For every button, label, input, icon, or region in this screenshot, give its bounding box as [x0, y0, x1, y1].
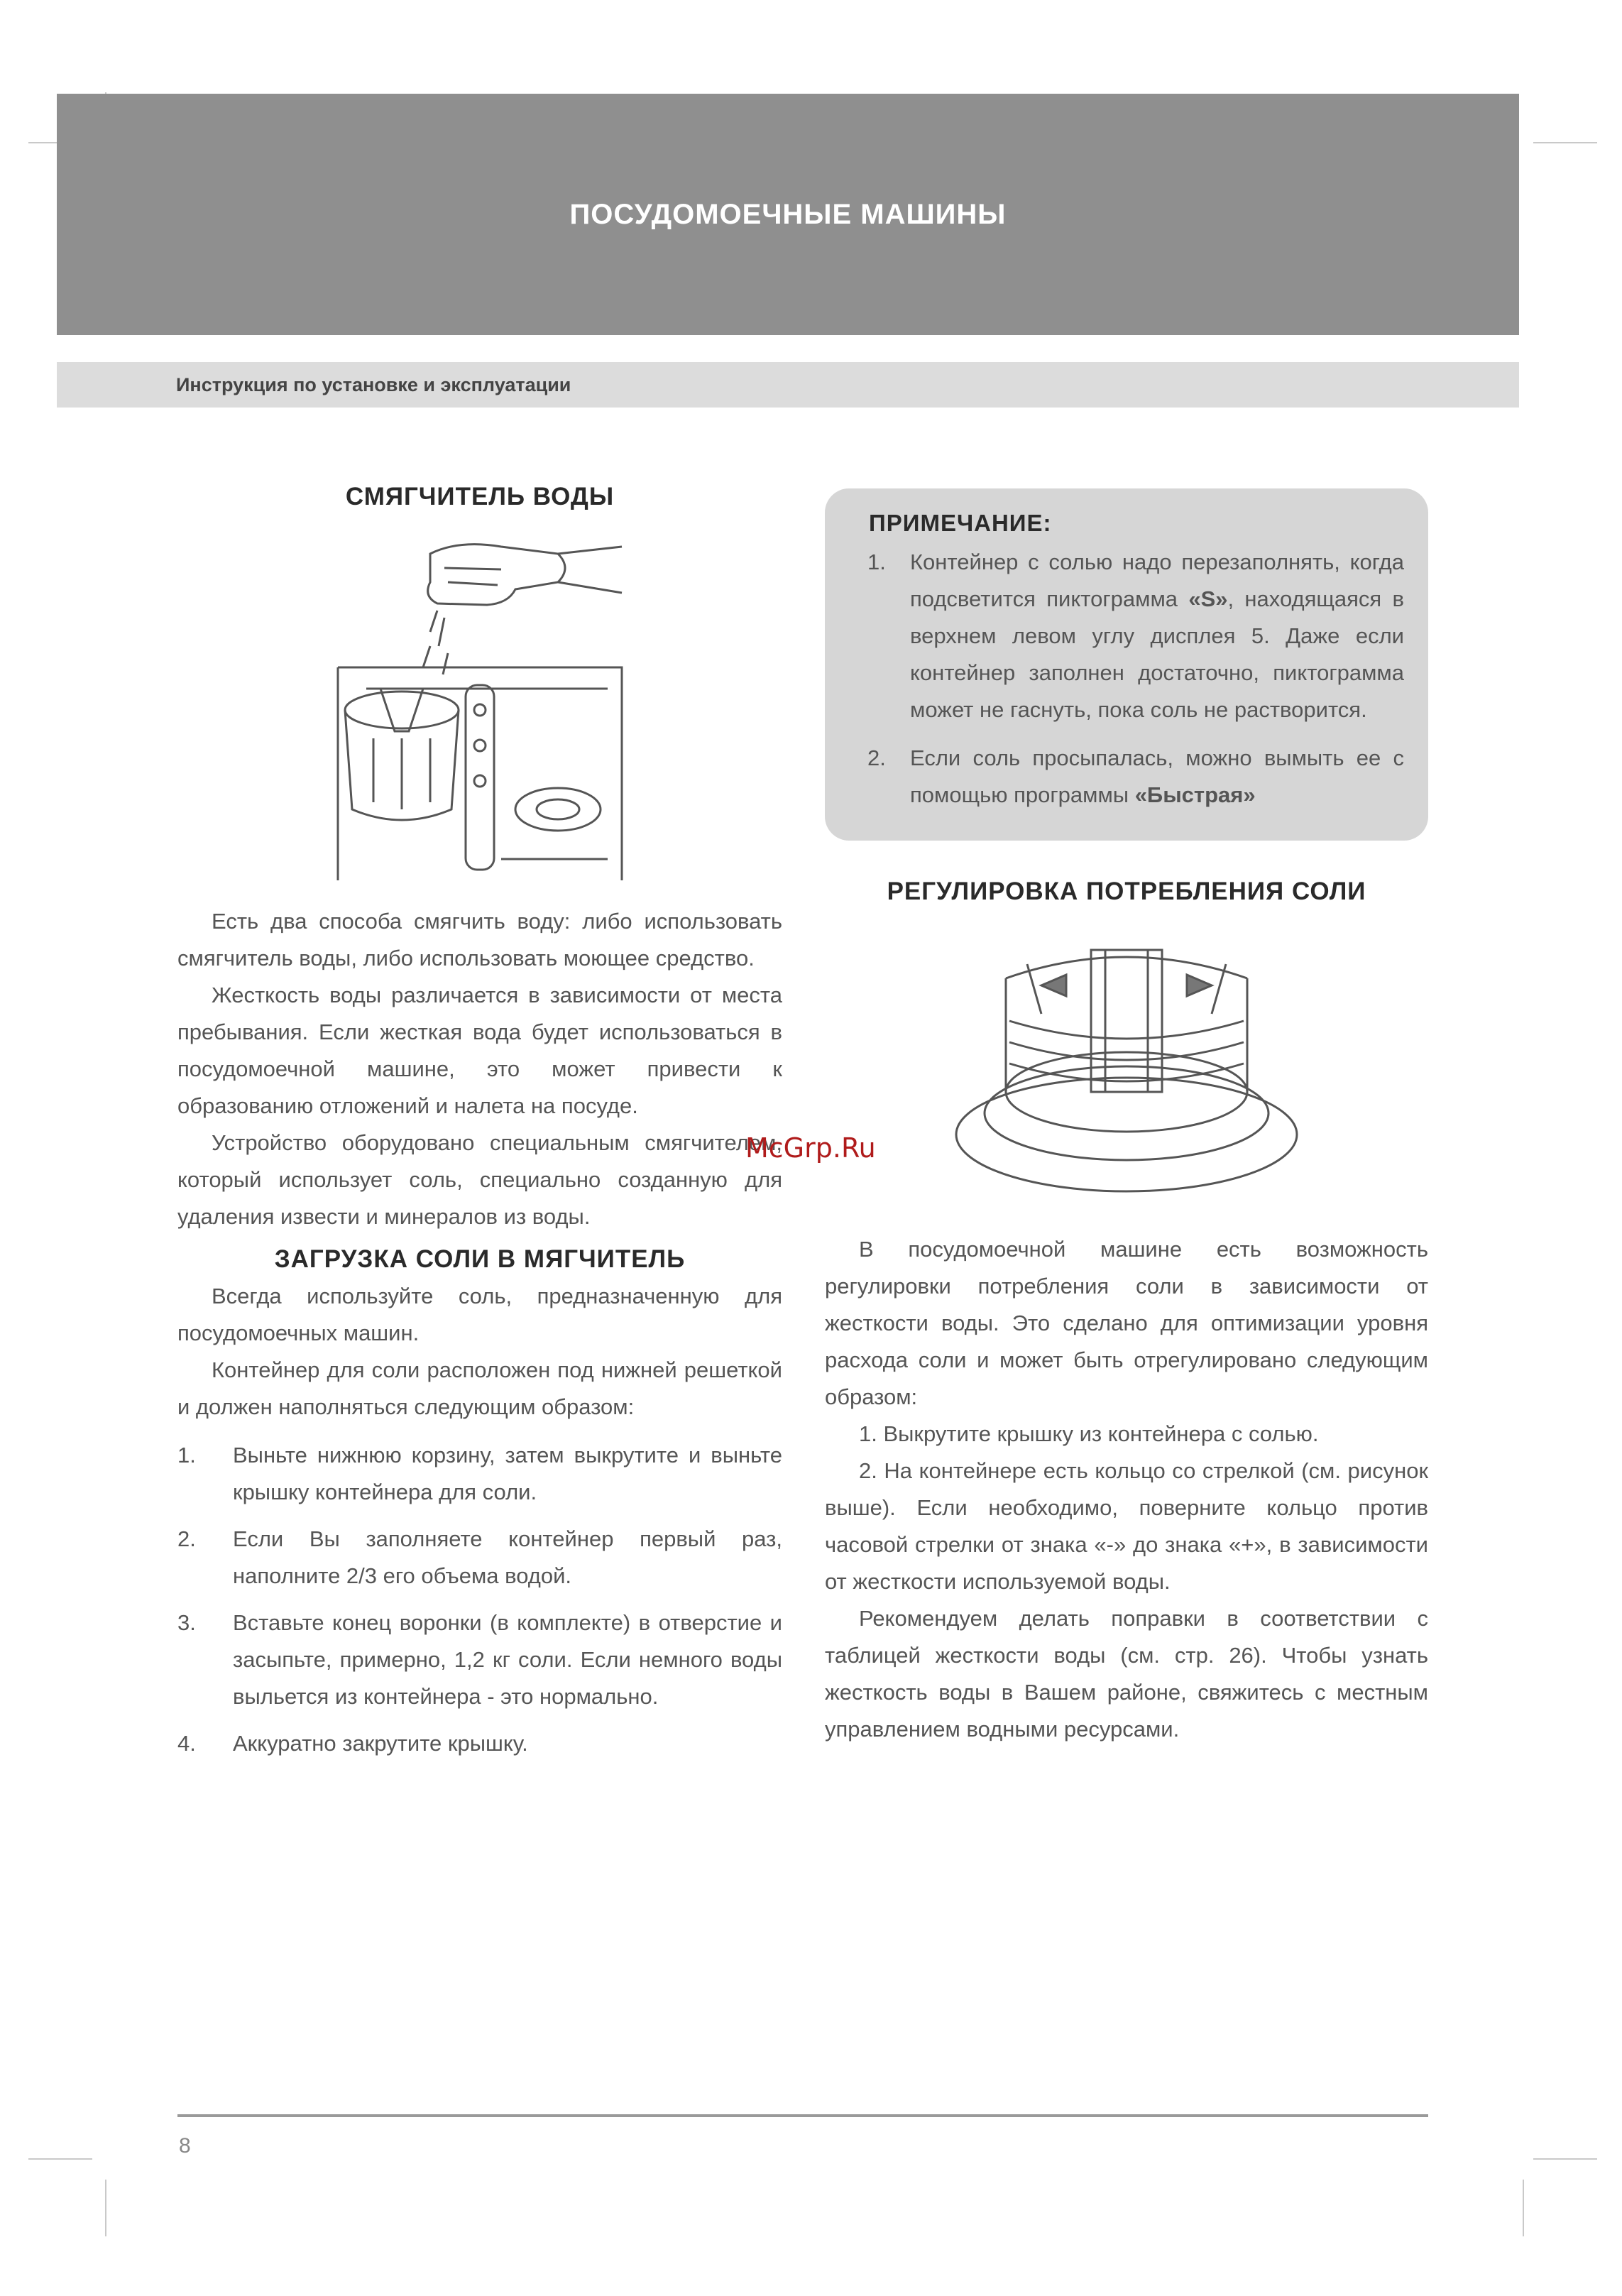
note-text — [910, 544, 1404, 728]
paragraph: 1. Выкрутите крышку из контейнера с солью. — [859, 1421, 1319, 1446]
list-number: 3. — [177, 1610, 196, 1635]
section-heading-salt-regulation: РЕГУЛИРОВКА ПОТРЕБЛЕНИЯ СОЛИ — [887, 878, 1366, 905]
header-banner — [57, 94, 1519, 335]
crop-mark — [105, 2180, 106, 2236]
paragraph: В посудомоечной машине есть возможность регулировки потребления соли в зависимости от жесткости воды. Это сделано для оптимизации уровня расхода соли и может быть отрегулировано следующим образом: — [825, 1237, 1428, 1409]
note-text-part: Контейнер с солью надо перезаполнять, когда подсветится пиктограмма — [910, 550, 1404, 611]
list-number: 1. — [177, 1443, 196, 1467]
paragraph: Устройство оборудовано специальным смягчителем, который использует соль, специально созданную для удаления извести и минералов из воды. — [177, 1130, 782, 1229]
note-text — [910, 740, 1404, 814]
watermark: McGrp.Ru — [745, 1132, 876, 1164]
note-box — [825, 488, 1428, 841]
page-title: ПОСУДОМОЕЧНЫЕ МАШИНЫ — [569, 198, 1007, 230]
note-bold-text: «S» — [1188, 586, 1228, 611]
crop-mark — [1533, 2158, 1597, 2160]
paragraph: 2. На контейнере есть кольцо со стрелкой (см. рисунок выше). Если необходимо, поверните кольцо против часовой стрелки от знака «-» до знака «+», в зависимости от жесткости используемой воды. — [825, 1458, 1428, 1594]
subtitle-bar — [57, 362, 1519, 408]
paragraph: Жесткость воды различается в зависимости от места пребывания. Если жесткая вода будет использоваться в посудомоечной машине, это может привести к образованию отложений и налета на посуде. — [177, 983, 782, 1118]
left-column — [177, 483, 782, 1762]
crop-mark — [28, 2158, 92, 2160]
list-item — [177, 1437, 782, 1511]
list-number: 1. — [867, 550, 886, 574]
list-text: Если Вы заполняете контейнер первый раз, наполните 2/3 его объема водой. — [233, 1526, 782, 1588]
note-text-part: Если соль просыпалась, можно вымыть ее с помощью программы — [910, 745, 1404, 807]
note-bold-text: «Быстрая» — [1134, 782, 1256, 807]
paragraph: Рекомендуем делать поправки в соответствии с таблицей жесткости воды (см. стр. 26). Чтобы узнать жесткость воды в Вашем районе, свяжитесь с местным управлением водными ресурсами. — [825, 1606, 1428, 1742]
softener-illustration — [324, 525, 636, 895]
list-number: 2. — [177, 1526, 196, 1551]
crop-mark — [1523, 2180, 1524, 2236]
note-text-part: , находящаяся в верхнем левом углу дисплея 5. Даже если контейнер заполнен достаточно, пиктограмма может не гаснуть, пока соль не растворится. — [910, 586, 1404, 722]
paragraph: Контейнер для соли расположен под нижней решеткой и должен наполняться следующим образом: — [177, 1357, 782, 1419]
paragraph: Есть два способа смягчить воду: либо использовать смягчитель воды, либо использовать моющее средство. — [177, 909, 782, 971]
section-heading-softener: СМЯГЧИТЕЛЬ ВОДЫ — [345, 483, 615, 510]
page-subtitle: Инструкция по установке и эксплуатации — [176, 373, 571, 395]
footer-divider — [177, 2114, 1428, 2117]
salt-container-ring-illustration — [942, 922, 1311, 1206]
page-number: 8 — [179, 2134, 191, 2158]
paragraph: Всегда используйте соль, предназначенную для посудомоечных машин. — [177, 1284, 782, 1345]
list-item — [177, 1605, 782, 1715]
list-text: Аккуратно закрутите крышку. — [233, 1731, 528, 1756]
list-text: Выньте нижнюю корзину, затем выкрутите и выньте крышку контейнера для соли. — [233, 1443, 782, 1504]
list-number: 2. — [867, 745, 886, 770]
list-text: Вставьте конец воронки (в комплекте) в отверстие и засыпьте, примерно, 1,2 кг соли. Если немного воды выльется из контейнера - это нормально. — [233, 1610, 782, 1709]
right-column — [825, 483, 1428, 1748]
crop-mark — [1533, 142, 1597, 143]
list-number: 4. — [177, 1731, 196, 1756]
list-item — [177, 1725, 782, 1762]
list-item — [177, 1521, 782, 1595]
section-heading-salt-loading: ЗАГРУЗКА СОЛИ В МЯГЧИТЕЛЬ — [274, 1245, 686, 1273]
note-title: ПРИМЕЧАНИЕ: — [869, 510, 1052, 536]
note-item — [849, 544, 1404, 728]
note-item — [849, 740, 1404, 814]
